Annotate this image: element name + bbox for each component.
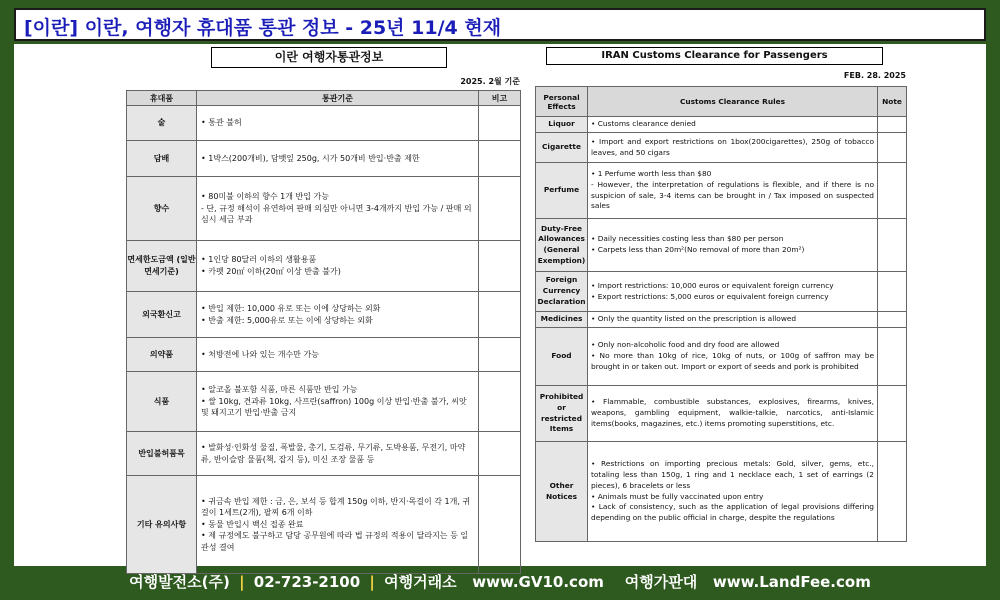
rules-cell <box>197 372 479 432</box>
rules-cell <box>197 476 479 574</box>
rule-line: • 1 Perfume worth less than $80 <box>591 169 712 179</box>
rule-line: • 80미불 이하의 향수 1개 반입 가능 <box>201 192 329 202</box>
category-cell: Other Notices <box>536 442 588 542</box>
rule-line: • 반입 제한: 10,000 유로 또는 이에 상당하는 외화 <box>201 303 381 313</box>
rule-line: • 귀금속 반입 제한 : 금, 은, 보석 등 합계 150g 이하, 반지·목걸이 각 1개, 귀걸이 1세트(2개), 팔찌 6개 이하 <box>201 496 471 518</box>
header-cell: Personal Effects <box>536 87 588 117</box>
category-cell: Liquor <box>536 117 588 133</box>
table-row <box>127 292 521 338</box>
table-row <box>536 133 907 163</box>
table-row <box>536 163 907 219</box>
rule-line: • 통관 불허 <box>201 118 242 128</box>
note-cell <box>479 141 521 177</box>
rule-line: • 동물 반입시 백신 접종 완료 <box>201 519 304 529</box>
english-table <box>535 86 907 542</box>
table-row <box>536 117 907 133</box>
rules-cell <box>197 338 479 372</box>
rules-cell <box>588 442 878 542</box>
footer <box>0 568 1000 598</box>
table-row <box>127 141 521 177</box>
footer-phone: 02-723-2100 <box>253 573 361 591</box>
footer-separator: | <box>239 573 245 591</box>
category-cell: 식품 <box>127 372 197 432</box>
page-title: [이란] 이란, 여행자 휴대품 통관 정보 - 25년 11/4 현재 <box>24 17 502 39</box>
rule-line: • 1박스(200개비), 담뱃잎 250g, 시가 50개비 반입·반출 제한 <box>201 153 420 163</box>
english-doc-title: IRAN Customs Clearance for Passengers <box>546 47 883 65</box>
rules-cell <box>197 177 479 241</box>
rules-cell <box>588 219 878 272</box>
rule-line: • 카펫 20㎡ 이하(20㎡ 이상 반출 불가) <box>201 267 341 276</box>
note-cell <box>479 432 521 476</box>
category-cell: 술 <box>127 106 197 141</box>
footer-site1-url[interactable]: www.GV10.com <box>472 573 604 591</box>
note-cell <box>479 372 521 432</box>
rule-line: • Animals must be fully vaccinated upon entry <box>591 491 764 501</box>
header-cell: 비고 <box>479 91 521 106</box>
note-cell <box>878 312 907 328</box>
note-cell <box>479 476 521 574</box>
rule-line: • Customs clearance denied <box>591 119 696 129</box>
note-cell <box>878 386 907 442</box>
rule-line: • No more than 10kg of rice, 10kg of nuts, or 100g of saffron may be brought in or taken out. Import or export of seeds and pork is prohibited <box>591 351 874 371</box>
note-cell <box>479 241 521 292</box>
rules-cell <box>588 117 878 133</box>
table-row <box>127 177 521 241</box>
note-cell <box>878 272 907 312</box>
table-row <box>127 106 521 141</box>
table-row <box>127 372 521 432</box>
table-row <box>536 328 907 386</box>
rules-cell <box>588 386 878 442</box>
rule-line: • Export restrictions: 5,000 euros or equivalent foreign currency <box>591 291 829 301</box>
category-cell: Foreign Currency Declaration <box>536 272 588 312</box>
table-row <box>536 312 907 328</box>
rule-line: • 쌀 10kg, 견과류 10kg, 사프란(saffron) 100g 이상 반입·반출 불가, 씨앗 및 돼지고기 반입·반출 금지 <box>201 396 467 418</box>
note-cell <box>878 442 907 542</box>
rule-line: • 제 규정에도 불구하고 담당 공무원에 따라 법 규정의 적용이 달라지는 등 일관성 결여 <box>201 531 469 552</box>
rules-cell <box>197 106 479 141</box>
category-cell: 담배 <box>127 141 197 177</box>
content-area <box>14 44 986 566</box>
rule-line: • Daily necessities costing less than $80 per person <box>591 234 784 244</box>
rule-line: • 1인당 80달러 이하의 생활용품 <box>201 255 317 265</box>
rules-cell <box>588 272 878 312</box>
rule-line: • 처방전에 나와 있는 개수만 가능 <box>201 349 319 359</box>
rules-cell <box>197 432 479 476</box>
footer-site2-url[interactable]: www.LandFee.com <box>712 573 871 591</box>
category-cell: 면세한도금액 (일반면세기준) <box>127 241 197 292</box>
category-cell: Duty-Free Allowances (General Exemption) <box>536 219 588 272</box>
footer-site1-name: 여행거래소 <box>384 573 457 591</box>
rule-line: • 알코올 불포함 식품, 마른 식품만 반입 가능 <box>201 385 358 395</box>
note-cell <box>479 106 521 141</box>
rule-line: • Restrictions on importing precious metals: Gold, silver, gems, etc., totaling less than 150g, 1 ring and 1 necklace each, 1 set of earrings (2 pieces), 6 bracelets or less <box>591 459 874 490</box>
table-row <box>536 442 907 542</box>
category-cell: Food <box>536 328 588 386</box>
table-row <box>127 241 521 292</box>
note-cell <box>878 328 907 386</box>
rule-line: - 단, 규정 해석이 유연하여 판매 의심만 아니면 3-4개까지 반입 가능 / 판매 의심시 세금 부과 <box>201 203 472 225</box>
category-cell: Perfume <box>536 163 588 219</box>
rule-line: • 발화성·인화성 물질, 폭발물, 총기, 도검류, 무기류, 도박용품, 무전기, 마약류, 반이슬람 물품(책, 잡지 등), 미신 조장 물품 등 <box>201 442 466 464</box>
header-cell: 휴대품 <box>127 91 197 106</box>
table-row <box>127 432 521 476</box>
korean-table <box>126 90 521 574</box>
rules-cell <box>588 163 878 219</box>
rules-cell <box>588 328 878 386</box>
rule-line: • Lack of consistency, such as the application of legal provisions differing depending on the public official in charge, despite the regulations <box>591 502 874 522</box>
note-cell <box>878 117 907 133</box>
rule-line: • Flammable, combustible substances, explosives, firearms, knives, weapons, gambling equipment, walkie-talkie, narcotics, anti-Islamic items(books, magazines, etc.) items promoting superstitions, etc. <box>591 397 874 428</box>
rules-cell <box>197 241 479 292</box>
note-cell <box>479 177 521 241</box>
table-row <box>536 386 907 442</box>
rules-cell <box>588 312 878 328</box>
rule-line: • Carpets less than 20m²(No removal of more than 20m²) <box>591 245 805 254</box>
category-cell: 반입불허품목 <box>127 432 197 476</box>
korean-doc-date: 2025. 2월 기준 <box>460 77 520 86</box>
rules-cell <box>588 133 878 163</box>
note-cell <box>878 133 907 163</box>
rule-line: • Import and export restrictions on 1box(200cigarettes), 250g of tobacco leaves, and 50 cigars <box>591 136 874 157</box>
category-cell: 기타 유의사항 <box>127 476 197 574</box>
table-row <box>536 272 907 312</box>
note-cell <box>878 163 907 219</box>
category-cell: 의약품 <box>127 338 197 372</box>
rules-cell <box>197 292 479 338</box>
footer-separator: | <box>369 573 375 591</box>
korean-doc-title: 이란 여행자통관정보 <box>211 47 447 68</box>
rule-line: • Only non-alcoholic food and dry food are allowed <box>591 340 780 350</box>
rule-line: • Only the quantity listed on the prescription is allowed <box>591 314 797 324</box>
table-row <box>536 219 907 272</box>
table-row <box>127 338 521 372</box>
note-cell <box>479 338 521 372</box>
category-cell: 향수 <box>127 177 197 241</box>
category-cell: 외국환신고 <box>127 292 197 338</box>
english-doc-date: FEB. 28. 2025 <box>843 71 906 80</box>
table-row <box>127 476 521 574</box>
category-cell: Medicines <box>536 312 588 328</box>
header-cell: 통관기준 <box>197 91 479 106</box>
category-cell: Prohibited or restricted Items <box>536 386 588 442</box>
title-bar <box>14 8 986 41</box>
rules-cell <box>197 141 479 177</box>
rule-line: • 반출 제한: 5,000유로 또는 이에 상당하는 외화 <box>201 315 373 325</box>
note-cell <box>878 219 907 272</box>
rule-line: - However, the interpretation of regulations is flexible, and if there is no suspicion of sale, 3-4 items can be brought in / Tax imposed on suspected sales <box>591 179 874 211</box>
header-cell: Customs Clearance Rules <box>588 87 878 117</box>
footer-company: 여행발전소(주) <box>129 573 230 591</box>
note-cell <box>479 292 521 338</box>
footer-site2-name: 여행가판대 <box>624 573 698 591</box>
header-cell: Note <box>878 87 907 117</box>
category-cell: Cigarette <box>536 133 588 163</box>
rule-line: • Import restrictions: 10,000 euros or equivalent foreign currency <box>591 280 834 290</box>
